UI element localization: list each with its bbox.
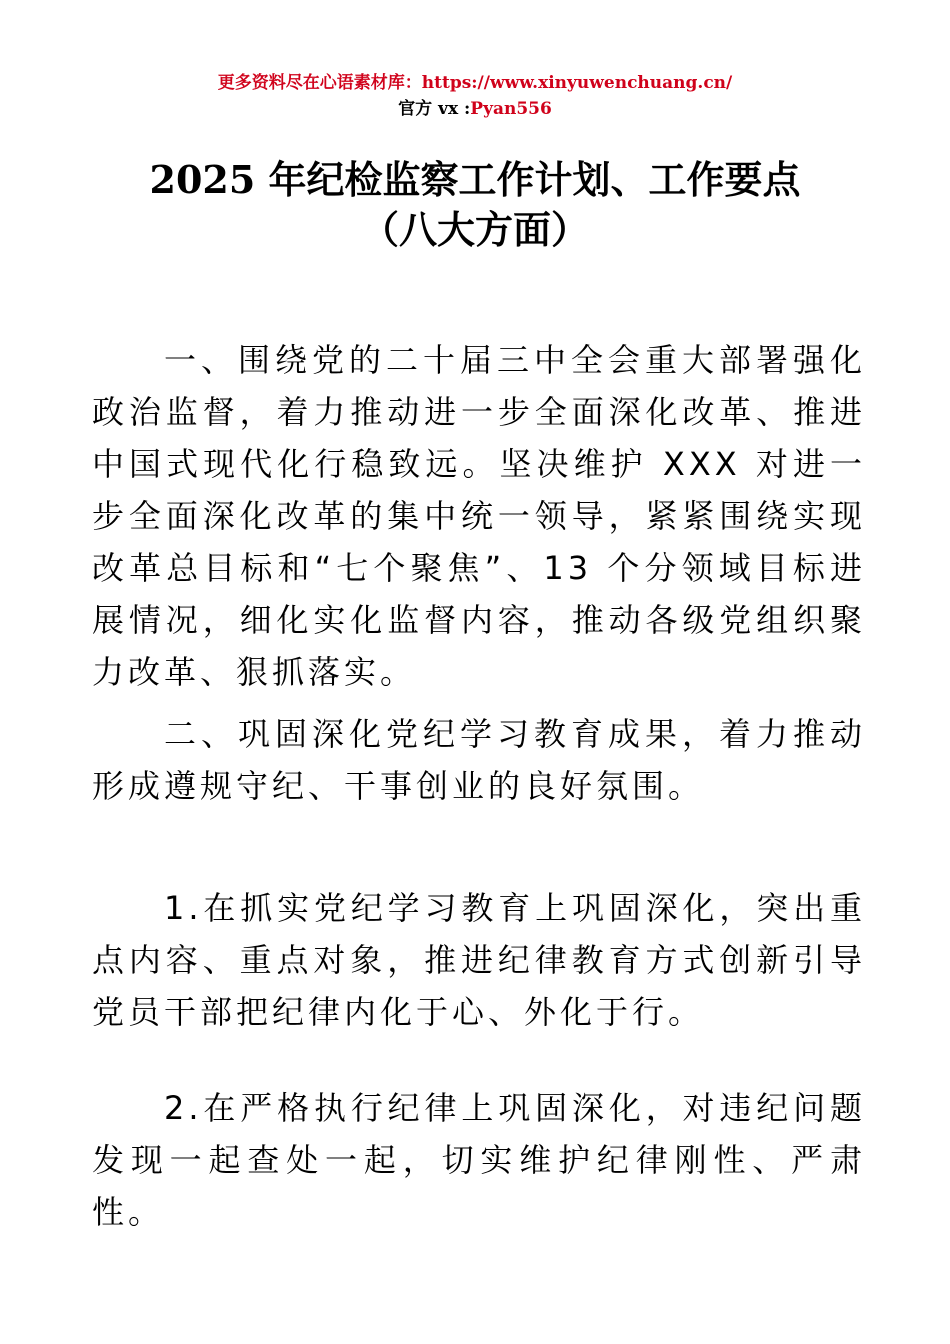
header-source-label: 更多资料尽在心语素材库： <box>217 73 422 93</box>
paragraph-text: 1.在抓实党纪学习教育上巩固深化，突出重点内容、重点对象，推进纪律教育方式创新引导党员干部把纪律内化于心、外化于行。 <box>92 889 866 1031</box>
document-title: 2025 年纪检监察工作计划、工作要点 <box>149 157 801 202</box>
paragraph-section-1 <box>92 334 866 698</box>
paragraph-item-2 <box>92 1082 866 1238</box>
paragraph-item-1 <box>92 882 866 1038</box>
paragraph-text: 2.在严格执行纪律上巩固深化，对违纪问题发现一起查处一起，切实维护纪律刚性、严肃性。 <box>92 1089 866 1231</box>
header-contact-id: Pyan556 <box>470 99 552 119</box>
paragraph-text: 一、围绕党的二十届三中全会重大部署强化政治监督，着力推动进一步全面深化改革、推进中国式现代化行稳致远。坚决维护 XXX 对进一步全面深化改革的集中统一领导，紧紧围绕实现改革总目标和“七个聚焦”、13 个分领域目标进展情况，细化实化监督内容，推动各级党组织聚力改革、狠抓落实。 <box>92 341 866 691</box>
paragraph-text: 二、巩固深化党纪学习教育成果，着力推动形成遵规守纪、干事创业的良好氛围。 <box>92 715 866 805</box>
document-subtitle: （八大方面） <box>360 207 589 252</box>
header-contact-label: 官方 vx : <box>398 99 471 119</box>
header-source-url[interactable]: https://www.xinyuwenchuang.cn/ <box>421 73 733 93</box>
header-source-line <box>0 72 950 94</box>
paragraph-section-2 <box>92 708 866 812</box>
header-contact-line <box>0 98 950 120</box>
